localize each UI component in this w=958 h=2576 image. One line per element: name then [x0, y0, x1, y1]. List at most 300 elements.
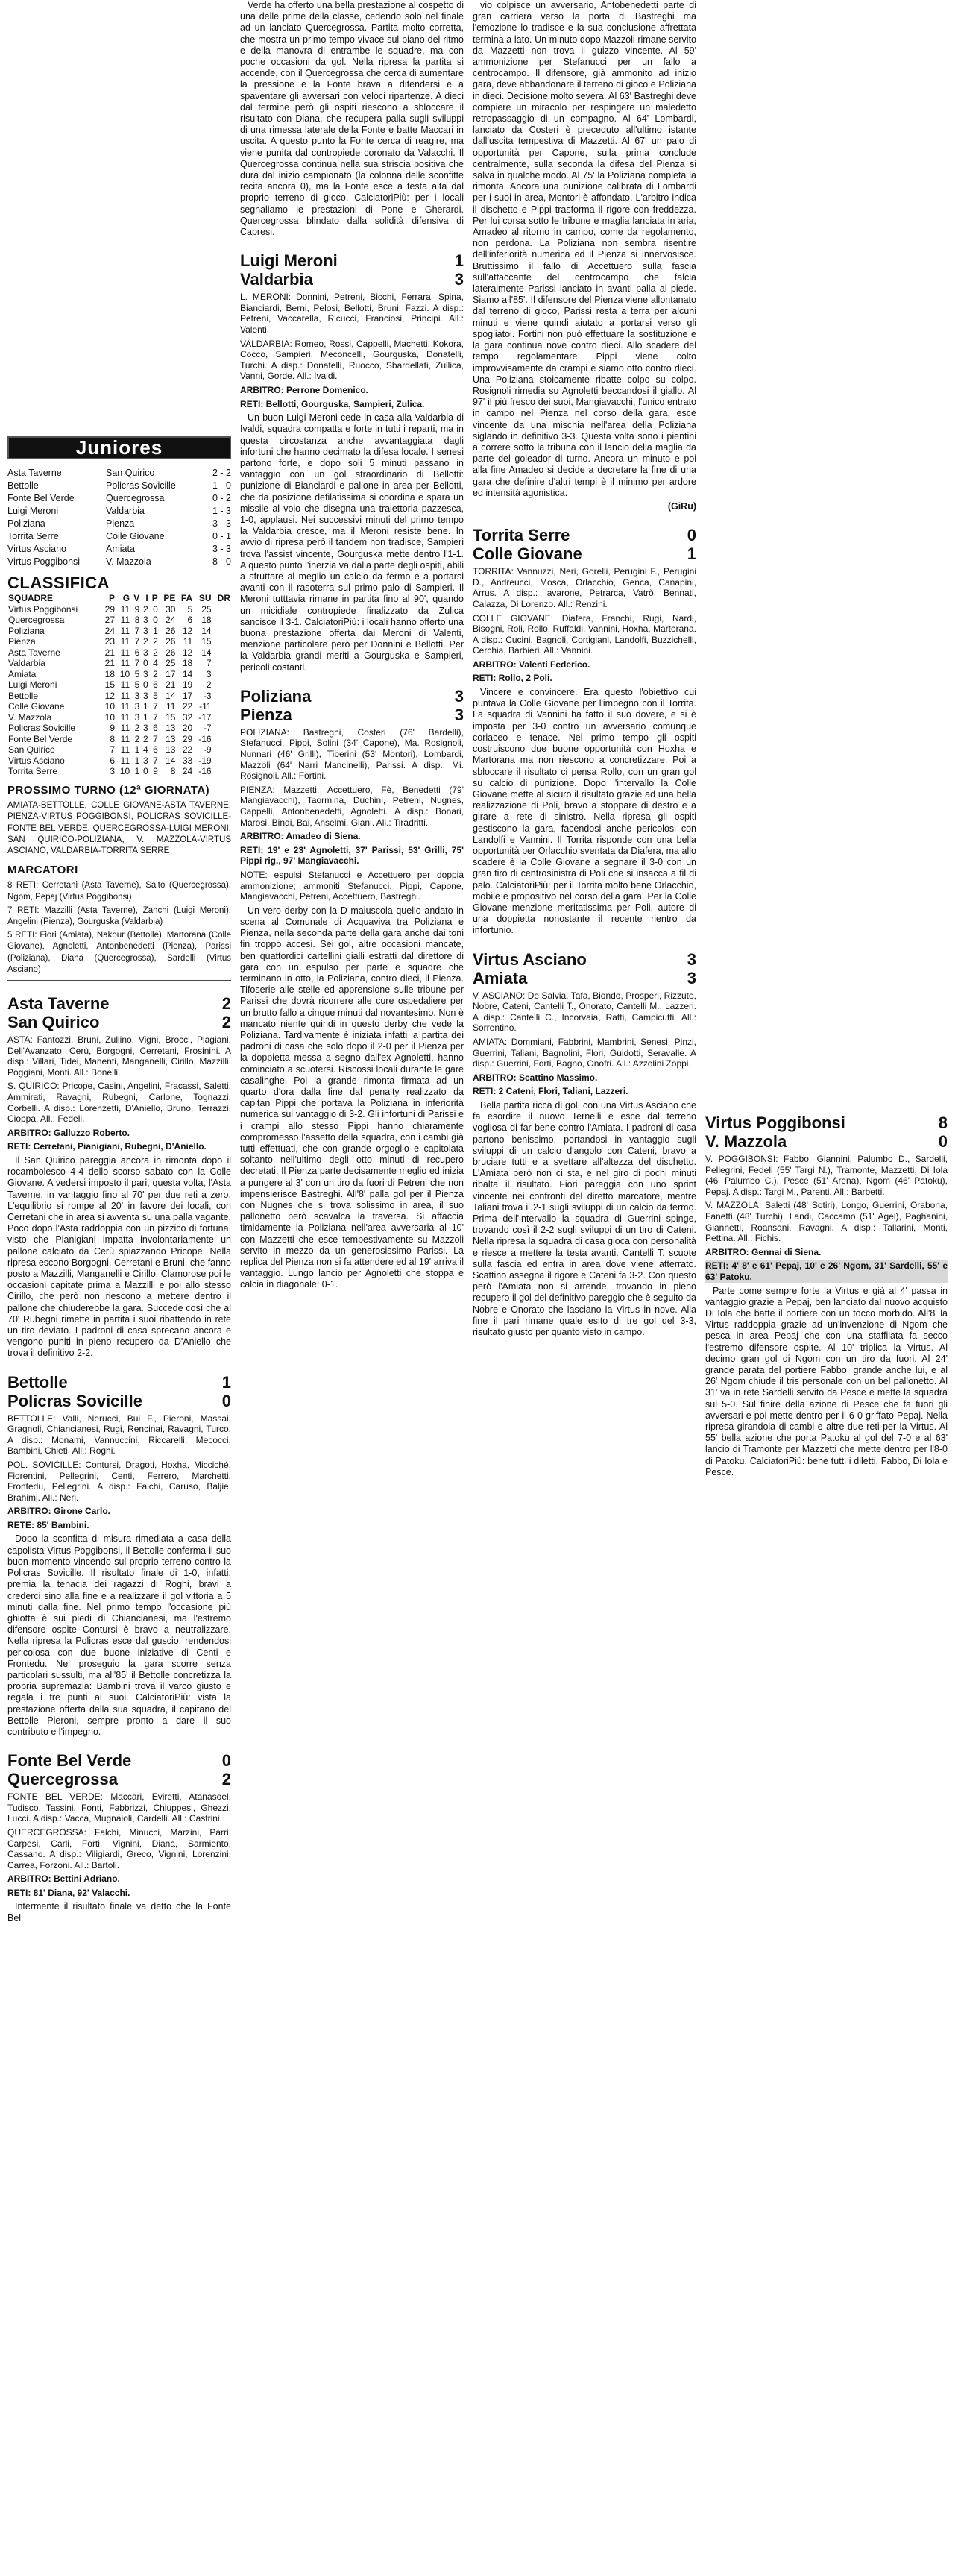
stat-cell: 1	[134, 766, 140, 777]
stat-cell: 14	[201, 625, 212, 636]
stat-cell: 11	[120, 636, 130, 647]
stat-cell: 26	[166, 636, 176, 647]
author-signature: (GiRu)	[667, 500, 696, 512]
away-score: 3	[687, 968, 696, 987]
home-score: 1	[454, 251, 464, 271]
home-score: 0	[687, 526, 696, 545]
stat-cell: 22	[182, 744, 193, 755]
stat-cell: 9	[110, 723, 115, 734]
stat-cell: 23	[104, 636, 115, 647]
stat-cell: 14	[182, 668, 193, 679]
table-row	[7, 626, 231, 637]
stat-cell: 11	[120, 701, 130, 712]
home-team: Torrita Serre	[473, 526, 570, 545]
stat-cell: 2	[142, 603, 148, 615]
stat-cell: 2	[142, 733, 148, 744]
stat-cell: 5	[187, 603, 193, 615]
stat-cell: 2	[134, 723, 140, 734]
result-home-team: Fonte Bel Verde	[7, 493, 75, 504]
match-report: Intermente il risultato finale va detto che la Fonte Bel	[7, 1901, 231, 1923]
team-name-cell: V. Mazzola	[8, 711, 52, 723]
table-row	[7, 604, 231, 615]
column-3	[473, 0, 696, 1340]
stat-cell: 11	[120, 690, 130, 701]
result-home-team: Virtus Poggibonsi	[7, 556, 81, 568]
away-team: Amiata	[473, 968, 528, 987]
away-score: 2	[221, 1770, 231, 1789]
stat-cell: 11	[120, 755, 130, 766]
referee: ARBITRO: Bettini Adriano.	[7, 1873, 120, 1885]
stat-cell: 11	[120, 744, 130, 755]
stat-cell: 12	[104, 690, 115, 701]
lineup-home: BETTOLLE: Valli, Nerucci, Bui F., Pieroni, Massai, Gragnoli, Chiancianesi, Rugi, Rencinai, Ravagni, Turco. A disp.: Monami, Vannuccini, Riccarelli, Mecocci, Bambini, Chieti. All.: Roghi.	[7, 1413, 231, 1457]
team-name-cell: Valdarbia	[8, 658, 45, 669]
lineup-away: AMIATA: Dommiani, Fabbrini, Mambrini, Senesi, Pinzi, Guerrini, Taliani, Bagnolini, Flori, Guidotti, Seravalle. A disp.: Guerrini, Forti, Bagno, Onofri. All.: Azzolini Zoppi.	[473, 1036, 696, 1069]
table-row	[7, 679, 231, 691]
stat-cell: 3	[142, 615, 148, 626]
result-away-team: Valdarbia	[106, 506, 145, 517]
referee: ARBITRO: Scattino Massimo.	[473, 1072, 598, 1083]
marcatori-line: 5 RETI: Fiori (Amiata), Nakour (Bettolle), Martorana (Colle Giovane), Agnoletti, Antonbenedetti (Pienza), Parissi (Poliziana), Diana (Quercegrossa), Sardelli (Virtus Asciano)	[7, 931, 231, 974]
stat-cell: 11	[120, 658, 130, 669]
stat-cell: 11	[120, 733, 130, 744]
stat-cell: 11	[120, 615, 130, 626]
stat-cell: -11	[199, 701, 212, 712]
referee: ARBITRO: Gennai di Siena.	[705, 1246, 822, 1257]
away-score: 3	[454, 270, 464, 289]
stat-cell: 7	[110, 744, 115, 755]
stat-cell: 15	[201, 636, 212, 647]
home-score: 3	[687, 949, 696, 969]
stat-cell: 3	[110, 766, 115, 777]
team-name-cell: Pienza	[8, 636, 36, 647]
result-away-team: Amiata	[106, 544, 135, 555]
stat-cell: 3	[142, 690, 148, 701]
result-home-team: Poliziana	[7, 518, 45, 530]
standings-header-cell: PE	[163, 593, 176, 604]
stat-cell: 29	[182, 733, 193, 744]
stat-cell: 6	[153, 679, 158, 691]
stat-cell: 7	[134, 636, 140, 647]
standings-header-cell: I	[145, 593, 148, 604]
stat-cell: 27	[104, 615, 115, 626]
match-report: Bella partita ricca di gol, con una Virtus Asciano che fa esordire il nuovo Ternelli e esce dal terreno vogliosa di far bene contro l'Amiata. I padroni di casa partono benissimo, portandosi in vantaggio sugli sviluppi di un calcio d'angolo con Cateni, bravo a bruciare tutti e a svettare all'altezza del dischetto. L'Amiata però non ci sta, e nel giro di pochi minuti ribalta il risultato. Fiori pareggia con uno sprint vincente nei confronti del diretto marcatore, mentre Taliani trova il 2-1 sugli sviluppi di un calcio da fermo. Prima dell'intervallo la squadra di Guerrini spinge, trovando così il 2-2 sugli sviluppi di un tiro di Cateni. Nella ripresa la squadra di casa gioca con personalità e riesce a mettere la testa avanti. Cantelli T. scuote sulla fascia ed entra in area dove viene atterrato. Scattino assegna il rigore e Cateni fa 3-2. Con questo però l'Amiata non si arrende, trovando in pieno recupero il gol del definitivo pareggio che è seguito da Nobre e Onorato che lasciano la Virtus in nove. Alla fine il pari rimane quale esito di tre gol del 3-3, risultato giusto per quanto visto in campo.	[473, 1099, 696, 1337]
referee: ARBITRO: Perrone Domenico.	[240, 385, 369, 396]
stat-cell: 11	[120, 711, 130, 723]
table-row	[7, 647, 231, 659]
stat-cell: 0	[142, 766, 148, 777]
stat-cell: 11	[183, 636, 193, 647]
stat-cell: 24	[182, 766, 193, 777]
result-away-team: V. Mazzola	[106, 556, 151, 568]
away-score: 2	[221, 1012, 231, 1031]
away-team: Pienza	[240, 705, 292, 724]
stat-cell: 1	[153, 625, 158, 636]
home-team: Bettolle	[7, 1372, 68, 1392]
lineup-away: V. MAZZOLA: Saletti (48' Sotiri), Longo, Guerrini, Orabona, Fanetti (48' Turchi), Landi, Caccamo (51' Agei), Paghanini, Giannetti, Roansani, Ravagni. A disp.: Tallarini, Monti, Pettina. All.: Fichis.	[705, 1200, 948, 1244]
team-name-cell: Quercegrossa	[8, 615, 65, 626]
home-team: Virtus Asciano	[473, 949, 587, 969]
result-away-team: San Quirico	[106, 468, 155, 479]
column-1	[7, 0, 231, 1926]
lineup-away: COLLE GIOVANE: Diafera, Franchi, Rugi, Nardi, Bisogni, Roli, Rollo, Ruffaldi, Vannini, Hoxha, Martorana. A disp.: Cucini, Bagnoli, Cortigiani, Landolfi, Buzzichelli, Cerchia, Barbieri. All.: Vannini.	[473, 612, 696, 656]
lineup-away: S. QUIRICO: Pricope, Casini, Angelini, Fracassi, Saletti, Ammirati, Ravagni, Rubegni, Carlone, Tognazzi, Corbelli. A disp.: Lorenzetti, D'Aniello, Bruno, Terrazzi, Cioppa. All.: Fedeli.	[7, 1081, 231, 1125]
result-home-team: Virtus Asciano	[7, 544, 66, 555]
stat-cell: 32	[182, 711, 193, 723]
table-row	[7, 615, 231, 626]
match-away	[240, 270, 464, 289]
stat-cell: 6	[110, 755, 115, 766]
marcatori-line: 7 RETI: Mazzilli (Asta Taverne), Zanchi (Luigi Meroni), Angelini (Pienza), Gourguska (Valdarbia)	[7, 905, 231, 926]
goals: RETI: 19' e 23' Agnoletti, 37' Parissi, 53' Grilli, 75' Pippi rig., 97' Mangiavacchi.	[240, 844, 464, 867]
stat-cell: 0	[153, 615, 158, 626]
stat-cell: 3	[142, 647, 148, 658]
goals: RETI: Cerretani, Pianigiani, Rubegni, D'Aniello.	[7, 1141, 207, 1152]
stat-cell: 5	[134, 679, 140, 691]
team-name-cell: Policras Sovicille	[8, 723, 76, 734]
result-score: 0 - 1	[212, 531, 231, 542]
home-team: Luigi Meroni	[240, 251, 338, 271]
team-name-cell: Luigi Meroni	[8, 679, 57, 691]
stat-cell: 1	[134, 744, 140, 755]
result-home-team: Luigi Meroni	[7, 506, 59, 517]
result-away-team: Pienza	[106, 518, 135, 530]
stat-cell: 24	[166, 615, 176, 626]
stat-cell: 11	[166, 701, 176, 712]
stat-cell: 2	[153, 668, 158, 679]
table-row	[7, 701, 231, 712]
home-score: 1	[221, 1372, 231, 1392]
stat-cell: 2	[153, 647, 158, 658]
stat-cell: 12	[182, 625, 193, 636]
stat-cell: 22	[182, 701, 193, 712]
stat-cell: 10	[119, 766, 130, 777]
stat-cell: -16	[198, 766, 212, 777]
standings-header-cell: P	[108, 593, 115, 604]
stat-cell: 5	[153, 690, 158, 701]
lineup-home: ASTA: Fantozzi, Bruni, Zullino, Vigni, Brocci, Plagiani, Dell'Avanzato, Cerù, Borgogni, Cerretani, Frosinini. A disp.: Villari, Tidei, Manenti, Manganelli, Cirillo, Mazzilli, Poggiani, Monti. All.: Bonelli.	[7, 1034, 231, 1078]
lineup-away: PIENZA: Mazzetti, Accettuero, Fè, Benedetti (79' Mangiavacchi), Taormina, Duchini, Petreni, Nugnes, Cappelli, Antonbenedetti, Agnoletti. A disp.: Bonari, Marosi, Bindi, Bai, Anselmi, Giani. All.: Tiradritti.	[240, 784, 464, 828]
table-row	[7, 636, 231, 647]
standings-header-cell: SU	[198, 593, 212, 604]
stat-cell: 10	[104, 701, 115, 712]
stat-cell: -9	[203, 744, 212, 755]
table-row	[7, 744, 231, 755]
result-score: 3 - 3	[212, 518, 231, 530]
team-name-cell: Fonte Bel Verde	[8, 733, 73, 744]
stat-cell: 6	[153, 723, 158, 734]
standings-header-cell: FA	[180, 593, 193, 604]
stat-cell: 11	[120, 625, 130, 636]
referee: ARBITRO: Galluzzo Roberto.	[7, 1127, 130, 1138]
stat-cell: 15	[104, 679, 115, 691]
column-4	[705, 1100, 948, 1480]
stat-cell: 1	[142, 711, 148, 723]
stat-cell: 10	[119, 668, 130, 679]
team-name-cell: Torrita Serre	[8, 766, 58, 777]
stat-cell: 0	[142, 679, 148, 691]
stat-cell: 7	[153, 711, 158, 723]
goals: RETI: 2 Cateni, Flori, Taliani, Lazzeri.	[473, 1086, 628, 1097]
stat-cell: 11	[120, 723, 130, 734]
match-away	[7, 1392, 231, 1410]
standings-table	[7, 593, 231, 777]
goals: RETI: 81' Diana, 92' Valacchi.	[7, 1887, 130, 1898]
lineup-home: TORRITA: Vannuzzi, Neri, Gorelli, Perugini F., Perugini D., Andreucci, Mosca, Orlacchio, Genca, Canapini, Arrus. A disp.: lavarone, Petrarca, Vatrò, Bennati, Calazza, Di Lorenzo. All.: Renzini.	[473, 566, 696, 609]
standings-header-cell: SQUADRE	[8, 593, 54, 604]
stat-cell: 7	[153, 733, 158, 744]
prossimo-turno-title: PROSSIMO TURNO (12ª GIORNATA)	[7, 783, 210, 797]
result-score: 2 - 2	[212, 468, 231, 479]
stat-cell: 26	[166, 647, 176, 658]
stat-cell: -7	[203, 723, 212, 734]
marcatori-title: MARCATORI	[7, 864, 78, 877]
goals: RETI: Bellotti, Gourguska, Sampieri, Zulica.	[240, 398, 425, 409]
stat-cell: 3	[134, 690, 140, 701]
stat-cell: 30	[166, 603, 176, 615]
away-team: V. Mazzola	[705, 1132, 787, 1151]
stat-cell: 0	[153, 603, 158, 615]
home-team: Poliziana	[240, 686, 312, 706]
home-team: Fonte Bel Verde	[7, 1751, 132, 1771]
away-team: San Quirico	[7, 1012, 100, 1031]
away-team: Policras Sovicille	[7, 1391, 142, 1410]
result-home-team: Bettolle	[7, 480, 39, 491]
marcatori-line: 8 RETI: Cerretani (Asta Taverne), Salto (Quercegrossa), Ngom, Pepaj (Virtus Poggibonsi)	[7, 881, 231, 902]
stat-cell: 17	[182, 690, 193, 701]
match-home	[705, 1113, 948, 1132]
stat-cell: -19	[198, 755, 212, 766]
stat-cell: 2	[142, 636, 148, 647]
stat-cell: 8	[134, 615, 140, 626]
match-away	[473, 969, 696, 987]
away-score: 1	[687, 544, 696, 564]
stat-cell: 14	[166, 755, 176, 766]
stat-cell: 13	[166, 733, 176, 744]
team-name-cell: San Quirico	[8, 744, 55, 755]
juniores-header: Juniores	[7, 436, 231, 459]
home-team: Asta Taverne	[7, 993, 110, 1013]
home-score: 3	[454, 686, 464, 706]
match-away	[705, 1132, 948, 1151]
referee: ARBITRO: Girone Carlo.	[7, 1506, 111, 1517]
stat-cell: 21	[166, 679, 176, 691]
match-home	[240, 251, 464, 270]
stat-cell: 10	[104, 711, 115, 723]
match-report: Un buon Luigi Meroni cede in casa alla Valdarbia di Ivaldi, squadra compatta e forte in tutti i reparti, ma in questa circostanza anche avvantaggiata dagli infortuni che hanno decimato la difesa locale. I senesi partono forte, e dopo soli 5 minuti passano in vantaggio con un gol straordinario di Bellotti: punizione di Bianciardi e pallone in area per Bellotti, che da posizione defilatissima si coordina e spara un missile al volo che disegna una traiettoria pazzesca, 1-0, applausi. Nei successivi minuti del primo tempo la Valdarbia cresce, ma il Meroni resiste bene. In avvio di ripresa però il tandem non tradisce, Sampieri trova l'assist vincente, Gourguska mette dentro l'1-1. A questo punto l'inerzia va dalla parte degli ospiti, abili a sfruttare al meglio un calcio da fermo e a portarsi avanti con il rasoterra sul primo palo di Sampieri. Il Meroni tutttavia rimane in partita fino al 90', quando un micidiale contropiede finalizzato da Zulica sancisce il 3-1. CalciatoriPiù: i locali hanno offerto una buona prestazione offerta dai Meroni di Valenti, menzione particolare però per Donnini e Bellotti. Per la Valdarbia grandi meriti a Gourguska e Sampieri, pericoli costanti.	[240, 412, 464, 673]
classifica-title: CLASSIFICA	[7, 574, 110, 593]
stat-cell: 20	[182, 723, 193, 734]
stat-cell: 33	[182, 755, 193, 766]
stat-cell: 6	[153, 744, 158, 755]
lineup-home: V. POGGIBONSI: Fabbo, Giannini, Palumbo D., Sardelli, Pellegrini, Fedeli (55' Targi N.), Tramonte, Mazzetti, Di Iola (46' Palumbo C.), Pesce (51' Arena), Ngom (46' Patoku), Pepaj. A disp.: Targi M., Parenti. All.: Barbetti.	[705, 1154, 948, 1197]
stat-cell: 8	[110, 733, 115, 744]
table-row	[7, 658, 231, 669]
stat-cell: 12	[182, 647, 193, 658]
lineup-home: FONTE BEL VERDE: Maccari, Eviretti, Atanasoel, Tudisco, Tassini, Fonti, Fabbrizzi, Chiuppesi, Ghezzi, Lucci. A disp.: Vacca, Mugnaioli, Cardelli. All.: Castrini.	[7, 1791, 231, 1824]
table-row	[7, 755, 231, 767]
stat-cell: 14	[201, 647, 212, 658]
home-team: Virtus Poggibonsi	[705, 1113, 845, 1132]
match-report: Il San Quirico pareggia ancora in rimonta dopo il rocambolesco 4-4 dello scorso sabato con la Colle Giovane. A vedersi imposto il pari, questa volta, l'Asta Taverne, in vantaggio fino al 70' per due reti a zero. L'equilibrio si rompe al 20' in favore dei locali, con Cerretani che in area si avventa su una palla vagante. Poco dopo l'Asta raddoppia con un pizzico di fortuna, visto che Pianigiani impatta involontariamente un pallone calciato da Cerù spiazzando Pricope. Nella ripresa escono Borgogni, Cerretani e Bruni, che fanno posto a Mazzilli, Manganelli e Cirillo. Clamorose poi le occasioni capitate prima a Mazzilli e poi allo stesso Cirillo, che però non riescono a mettere dentro il pallone che chiuderebbe la gara. Succede così che al 70' Rubegni rimette in partita i suoi ribattendo in rete un tiro deviato. I padroni di casa sprecano ancora e vengono puniti in pieno recupero da D'Aniello che trova il definitivo 2-2.	[7, 1155, 231, 1359]
match-report: Un vero derby con la D maiuscola quello andato in scena al Comunale di Acquaviva tra Poliziana e Pienza, nella seconda parte della gara anche dai toni fin troppo accesi. Sei gol, altre occasioni mancate, ben quattordici cartellini gialli estratti dal direttore di gara con un espulso per parte e squadre che terminano in otto, la Poliziana, contro dieci, il Pienza. Tifoserie alle stelle ed apprensione sulle tribune per Parissi che dovrà ricorrere alle cure ospedaliere per un brutto fallo a cinque minuti dal novantesimo. Non è mancato niente quindi in questo derby che vede la Poliziana. Tardivamente è iniziata infatti la partita dei padroni di casa che solo dopo il 2-0 per il Pienza per la doppietta messa a segno dall'ex Agnoletti, hanno cominciato a scuotersi. Riscossi locali durante le gare casalinghe. Poi la grande rimonta firmata ad un quarto d'ora dalla fine dal penalty realizzato da capitan Pippi che portava la Poliziana in inferiorità numerica sul vantaggio di 3-2. Gli infortuni di Parissi e i crampi allo stesso Pippi hanno chiaramente compromesso l'assetto della squadra, con i cambi già tutti effettuati, che con grande orgoglio e capitolata soltanto nell'ultimo degli otto minuti di recupero decretati. Il Pienza parte decisamente meglio ed inizia a pungere al 3' con un tiro da fuori di Petreni che non impensierisce Bastreghi. All'8' palla gol per il Pienza con Nugnes che si trova solissimo in area, il suo pallonetto però scavalca la traversa. Si affaccia timidamente la Poliziana nell'area avversaria al 10' con Mazzetti che esce tempestivamente su Mazzoli servito in mezzo da un generosissimo Parissi. La replica del Pienza non si fa attendere ed al 19' arriva il vantaggio. Lungo lancio per Agnoletti che stoppa e calcia in diagonale: 0-1.	[240, 905, 464, 1290]
stat-cell: -3	[203, 690, 212, 701]
stat-cell: 3	[134, 701, 140, 712]
lineup-home: V. ASCIANO: De Salvia, Tafa, Biondo, Prosperi, Rizzuto, Nobre, Cateni, Cantelli T., Onorato, Cantelli M., Lazzeri. A disp.: Cantelli C., Incorvaia, Ratti, Campicutti. All.: Sorrentino.	[473, 990, 696, 1034]
lineup-home: POLIZIANA: Bastreghi, Costeri (76' Bardelli), Stefanucci, Pippi, Solini (34' Capone), Ma. Rosignoli, Nunnari (46' Grilli), Tiberini (53' Montori), Lombardi, Mazzoli (64' Narri Mancinelli), Parissi. A disp.: Mi. Rosignoli. All.: Fortini.	[240, 726, 464, 782]
stat-cell: 4	[153, 658, 158, 669]
standings-header-row	[7, 593, 231, 604]
stat-cell: 0	[142, 658, 148, 669]
team-name-cell: Asta Taverne	[8, 647, 60, 658]
stat-cell: 1	[142, 701, 148, 712]
stat-cell: 1	[134, 755, 140, 766]
table-row	[7, 669, 231, 680]
stat-cell: 14	[166, 690, 176, 701]
result-score: 3 - 3	[212, 544, 231, 555]
home-score: 8	[938, 1113, 948, 1132]
team-name-cell: Colle Giovane	[8, 701, 65, 712]
away-score: 0	[938, 1132, 948, 1151]
standings-header-cell: DR	[217, 593, 230, 604]
standings-header-cell: G	[122, 593, 130, 604]
away-team: Valdarbia	[240, 270, 313, 289]
stat-cell: 2	[134, 733, 140, 744]
match-away	[7, 1770, 231, 1788]
stat-cell: 18	[201, 615, 212, 626]
stat-cell: 3	[206, 668, 212, 679]
stat-cell: 11	[120, 647, 130, 658]
result-home-team: Asta Taverne	[7, 468, 62, 479]
stat-cell: 29	[104, 603, 115, 615]
team-name-cell: Poliziana	[8, 625, 45, 636]
result-away-team: Policras Sovicille	[106, 480, 176, 491]
lineup-away: POL. SOVICILLE: Contursi, Dragoti, Hoxha, Micciché, Fiorentini, Pellegrini, Centi, Ferrero, Marchetti, Frontedu, Pellegrini. A disp.: Falchi, Caruso, Baljie, Brahimi. All.: Neri.	[7, 1459, 231, 1503]
match-away	[7, 1013, 231, 1031]
match-home	[473, 950, 696, 969]
result-score: 1 - 3	[212, 506, 231, 517]
stat-cell: 19	[182, 679, 193, 691]
stat-cell: 11	[120, 603, 130, 615]
away-team: Quercegrossa	[7, 1770, 118, 1789]
prossimo-turno-text: AMIATA-BETTOLLE, COLLE GIOVANE-ASTA TAVERNE, PIENZA-VIRTUS POGGIBONSI, POLICRAS SOVICILLE-FONTE BEL VERDE, QUERCEGROSSA-LUIGI MERONI, SAN QUIRICO-POLIZIANA, V. MAZZOLA-VIRTUS ASCIANO, VALDARBIA-TORRITA SERRE	[7, 801, 231, 855]
lineup-away: QUERCEGROSSA: Falchi, Minucci, Marzini, Parri, Carpesi, Carli, Forti, Vignini, Diana, Sarmiento, Cassano. A disp.: Viligiardi, Greco, Vignini, Lorenzini, Carrea, Forzoni. All.: Bartoli.	[7, 1826, 231, 1870]
standings-header-cell: P	[151, 593, 158, 604]
column-2	[240, 0, 464, 1293]
stat-cell: 26	[166, 625, 176, 636]
result-score: 8 - 0	[212, 556, 231, 568]
stat-cell: 7	[134, 658, 140, 669]
match-report: Dopo la sconfitta di misura rimediata a casa della capolista Virtus Poggibonsi, il Bettolle conferma il suo buon momento vincendo sul proprio terreno contro la Policras Sovicille. Il risultato finale di 1-0, infatti, premia la tenacia dei ragazzi di Roghi, bravi a crederci sino alla fine e a realizzare il gol vittoria a 5 minuti dalla fine. Nel primo tempo l'occasione più ghiotta è sui piedi di Chiancianesi, ma l'estremo difensore ospite Contursi è bravo a neutralizzare. Nella ripresa la Policras esce dal guscio, rendendosi pericolosa con due buone iniziative di Centi e Frontedu. Nel proseguio la gara scorre senza particolari sussulti, ma all'85' il Bettolle concretizza la propria supremazia: Bambini trova il varco giusto e regala i tre punti ai suoi. CalciatoriPiù: vista la prestazione offerta dalla sua squadra, il capitano del Bettolle Pieroni, sempre pronto a dare il suo contributo e l'impegno.	[7, 1533, 231, 1737]
stat-cell: 9	[153, 766, 158, 777]
stat-cell: 4	[142, 744, 148, 755]
match-home	[473, 526, 696, 544]
lineup-away: VALDARBIA: Romeo, Rossi, Cappelli, Machetti, Kokora, Cocco, Sampieri, Meconcelli, Gourguska, Donatelli, Turchi. A disp.: Donatelli, Ruocco, Sbardellati, Zullica, Vanni, Gorde. All.: Ivaldi.	[240, 338, 464, 382]
table-row	[7, 766, 231, 777]
article-text: vio colpisce un avversario, Antobenedetti parte di gran carriera verso la porta di Bastreghi ma l'emozione lo tradisce e la sua conclusione affrettata termina a lato. Un minuto dopo Mazzoli rimane servito da Mazzetti non trova il guizzo vincente. Al 59' ammonizione per Stefanucci per un fallo a centrocampo. Il difensore, già ammonito ad inizio gara, deve abbandonare il terreno di gioco e Poliziana in dieci. Decisione molto severa. Al 63' Bastreghi deve compiere un miracolo per respingere un maledetto retropassaggio di un compagno. Al 64' Lombardi, lanciato da Costeri è preceduto all'ultimo istante dall'uscita tempestiva di Mazzetti. Al 67' un paio di opportunità per Capone, sulla prima conclude centralmente, sulla seconda la difesa del Pienza si salva in qualche modo. Al 75' la Poliziana completa la rimonta. Ancora una punizione calibrata di Lombardi per i suoi in area, Montori è affondato. L'arbitro indica il dischetto e Pippi trasforma il rigore con freddezza. Per lui corsa sotto le tribune e maglia lanciata in aria, Amadeo al ritorno in campo, come da regolamento, non perdona. La Poliziana non sembra risentire dell'inferiorità numerica ed il Pienza si innervosisce. Bruttissimo il fallo di Accettuero sulla fascia sull'attaccante del centrocampo che falcia lateralmente Parissi lanciato in avanti palla al piede. Siamo all'85'. Il difensore del Pienza viene allontanato dal terreno di gioco, Parissi resta a terra per alcuni minuti e viene quindi aiutato a portarsi verso gli spogliatoi. Fortini non può effettuare la sostituzione e la gara continua nove contro dieci. Allo scadere del tempo regolamentare Pippi viene colto improvvisamente da crampi e siamo otto contro dieci. Una Poliziana stoicamente ribatte colpo su colpo. Rosignoli rimedia su Agnoletti beccandosi il giallo. Al 97' il più fresco dei suoi, Mangiavacchi, l'unico entrato in campo nel Pienza nel corso della gara, esce vincente da una mischia nell'area della Poliziana siglando in definitivo 3-3. Questa volta sono i pientini a correre sotto la tribuna con il lancio della maglia da parte del goleador di turno. Ancora un minuto e poi alla fine Amadeo si decide a decretare la fine di una gara che definire d'altri tempi è il minimo per ardore ed intensità agonistica.	[473, 0, 696, 498]
stat-cell: -16	[198, 733, 212, 744]
stat-cell: 25	[201, 603, 212, 615]
team-name-cell: Bettolle	[8, 690, 39, 701]
match-home	[240, 687, 464, 706]
stat-cell: 3	[142, 755, 148, 766]
stat-cell: 6	[134, 647, 140, 658]
team-name-cell: Virtus Asciano	[8, 755, 65, 766]
match-report: Vincere e convincere. Era questo l'obiettivo cui puntava la Colle Giovane per l'impegno con il Torrita. La squadra di Vannini ha fatto il suo dovere, e si è imposta per 3-0 contro un avversario comunque coriaceo e tenace. Nel primo tempo gli ospiti costruiscono due buone opportunità con Hoxha e Martorana ma non riescono a concretizzare. Poi a sbloccare il risultato ci pensa Rollo, con un gran gol su calcio di punizione. Dopo l'intervallo la Colle Giovane mette al sicuro il risultato grazie ad una bella realizzazione di Poli, bravo a stoppare di destro e a girare a rete di sinistro. Nella ripresa gli ospiti gestiscono la gara, facendosi anche pericolosi con Landolfi e Vannini. Il Torrita risponde con una bella opportunità per Orlacchio sventata da Diafera, ma allo scadere è la Colle Giovane a segnare il 3-0 con un gran tiro di centrosinistra di Poli che si insacca a fil di palo. CalciatoriPiù: per il Torrita molto bene Orlacchio, mobile e propositivo nel corso della gara. Per la Colle Giovane menzione meritatissima per Poli, autore di una doppietta nonostante il recente rientro da infortunio.	[473, 687, 696, 936]
divider	[7, 980, 231, 981]
result-home-team: Torrita Serre	[7, 531, 59, 542]
away-score: 3	[454, 705, 464, 724]
result-score: 0 - 2	[212, 493, 231, 504]
stat-cell: 9	[134, 603, 140, 615]
stat-cell: 13	[166, 744, 176, 755]
result-away-team: Colle Giovane	[106, 531, 165, 542]
stat-cell: 17	[166, 668, 176, 679]
result-away-team: Quercegrossa	[106, 493, 165, 504]
table-row	[7, 712, 231, 723]
stat-cell: 8	[170, 766, 176, 777]
article-text: Verde ha offerto una bella prestazione al cospetto di una delle prime della classe, cedendo solo nel finale ad un lanciato Quercegrossa. Partita molto corretta, che mostra un primo tempo vivace sul piano del ritmo e della manovra di entrambe le squadre, ma con poche occasioni da gol. Nella ripresa la partita si accende, con il Quercegrossa che cerca di aumentare la pressione e la Fonte brava a difendersi e a spaventare gli avversari con veloci ripartenze. A dieci dal termine però gli ospiti riescono a sbloccare il risultato con Diana, che recupera palla sugli sviluppi di una rimessa laterale della Fonte e batte Maccari in uscita. A questo punto la Fonte cerca di reagire, ma viene punita dal contropiede coronato da Valacchi. Il Quercegrossa continua nella sua striscia positiva che dura dal inizio campionato (la colonna delle sconfitte recita ancora 0), ma la Fonte esce a testa alta dal proprio terreno di gioco. CalciatoriPiù: per i locali segnaliamo le prestazioni di Pone e Gherardi. Quercegrossa blindato dalla solidità difensiva di Capresi.	[240, 0, 464, 238]
referee: ARBITRO: Amadeo di Siena.	[240, 831, 361, 842]
match-away	[473, 544, 696, 563]
away-score: 0	[221, 1391, 231, 1410]
stat-cell: 2	[153, 636, 158, 647]
stat-cell: 3	[142, 625, 148, 636]
match-home	[7, 1373, 231, 1392]
match-home	[7, 994, 231, 1013]
home-score: 0	[221, 1751, 231, 1771]
standings-header-cell: V	[133, 593, 140, 604]
table-row	[7, 734, 231, 745]
stat-cell: 21	[104, 647, 115, 658]
stat-cell: 7	[153, 755, 158, 766]
stat-cell: 25	[166, 658, 176, 669]
match-notes: NOTE: espulsi Stefanucci e Accettuero per doppia ammonizione; ammoniti Stefanucci, Pippi, Capone, Mangiavacchi, Petreni, Accettuero, Bastreghi.	[240, 870, 464, 902]
stat-cell: 24	[104, 625, 115, 636]
stat-cell: 3	[142, 668, 148, 679]
stat-cell: 18	[104, 668, 115, 679]
stat-cell: 3	[134, 711, 140, 723]
lineup-home: L. MERONI: Donnini, Petreni, Bicchi, Ferrara, Spina, Bianciardi, Berni, Pelosi, Bellotti, Bruni, Fazzi. A disp.: Petreni, Vaccarella, Ricucci, Franciosi, Principi. All.: Valenti.	[240, 292, 464, 336]
stat-cell: 11	[120, 679, 130, 691]
stat-cell: 3	[142, 723, 148, 734]
stat-cell: 7	[206, 658, 212, 669]
away-team: Colle Giovane	[473, 544, 582, 564]
result-score: 1 - 0	[212, 480, 231, 491]
referee: ARBITRO: Valenti Federico.	[473, 659, 590, 670]
stat-cell: 13	[166, 723, 176, 734]
stat-cell: 2	[206, 679, 212, 691]
stat-cell: 15	[166, 711, 176, 723]
goals: RETI: Rollo, 2 Poli.	[473, 673, 552, 684]
stat-cell: -17	[198, 711, 212, 723]
match-home	[7, 1751, 231, 1770]
table-row	[7, 723, 231, 734]
goals: RETE: 85' Bambini.	[7, 1519, 89, 1530]
table-row	[7, 691, 231, 702]
stat-cell: 21	[104, 658, 115, 669]
goals: RETI: 4' 8' e 61' Pepaj, 10' e 26' Ngom, 31' Sardelli, 55' e 63' Patoku.	[705, 1260, 948, 1282]
stat-cell: 7	[134, 625, 140, 636]
stat-cell: 5	[134, 668, 140, 679]
results-list	[7, 467, 231, 568]
stat-cell: 6	[187, 615, 193, 626]
team-name-cell: Amiata	[8, 668, 37, 679]
stat-cell: 7	[153, 701, 158, 712]
home-score: 2	[221, 993, 231, 1013]
match-away	[240, 706, 464, 724]
team-name-cell: Virtus Poggibonsi	[8, 603, 78, 615]
